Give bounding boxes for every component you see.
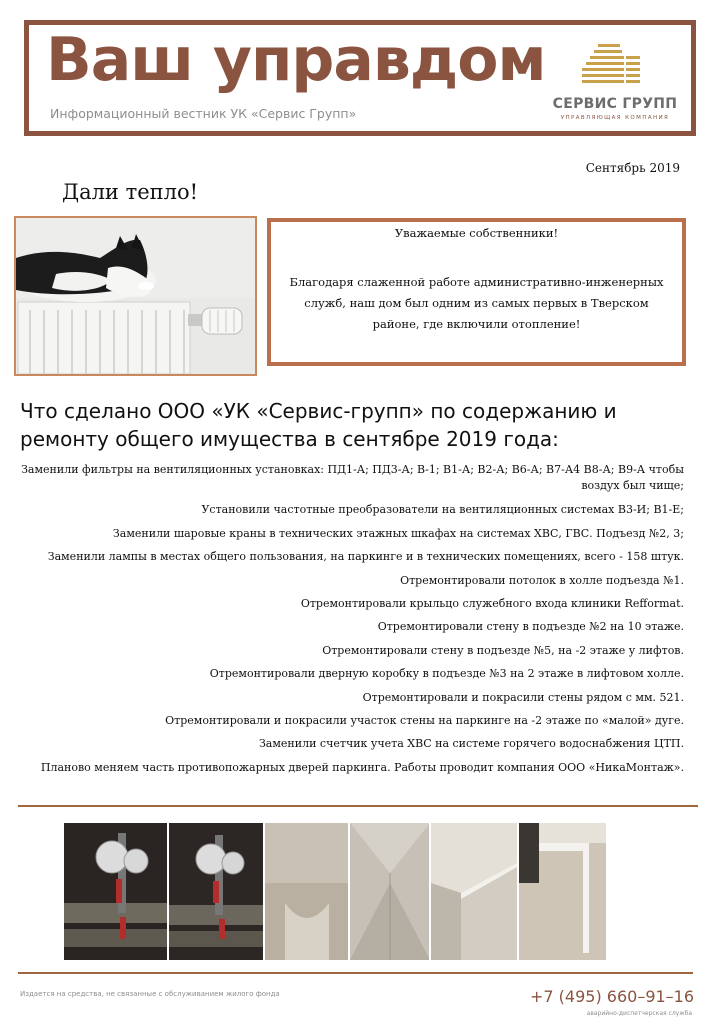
photo-gallery bbox=[64, 823, 606, 960]
work-item: Отремонтировали и покрасили участок стены на паркинге на -2 этаже по «малой» дуге. bbox=[165, 713, 684, 727]
gallery-photo-ceiling-1 bbox=[265, 823, 348, 960]
notice-greeting: Уважаемые собственники! bbox=[394, 226, 559, 240]
gallery-photo-gauges-2 bbox=[169, 823, 262, 960]
work-item: Отремонтировали дверную коробку в подъезде №3 на 2 этаже в лифтовом холле. bbox=[209, 667, 684, 681]
emergency-phone[interactable]: +7 (495) 660–91–16 bbox=[530, 987, 695, 1006]
section-heading: Что сделано ООО «УК «Сервис-групп» по содержанию и ремонту общего имущества в сентябре 2019 года: bbox=[20, 399, 617, 451]
work-item: Отремонтировали стену в подъезде №5, на -2 этаже у лифтов. bbox=[322, 643, 684, 657]
newsletter-title: Ваш управдом bbox=[46, 25, 546, 95]
work-item: Заменили лампы в местах общего пользования, на паркинге и в технических помещениях, всего - 158 штук. bbox=[47, 550, 684, 564]
work-item: Отремонтировали и покрасили стены рядом с мм. 521. bbox=[362, 690, 684, 704]
logo-tagline: УПРАВЛЯЮЩАЯ КОМПАНИЯ bbox=[560, 115, 670, 121]
emergency-service-label: аварийно-диспетчерская служба bbox=[586, 1010, 692, 1017]
work-item: Отремонтировали потолок в холле подъезда №1. bbox=[400, 573, 684, 587]
divider-bottom bbox=[18, 972, 693, 974]
work-item: Планово меняем часть противопожарных дверей паркинга. Работы проводит компания ООО «НикаМонтаж». bbox=[40, 760, 684, 774]
cat-on-radiator-photo bbox=[14, 216, 257, 376]
work-item: Заменили счетчик учета ХВС на системе горячего водоснабжения ЦТП. bbox=[258, 737, 684, 751]
gallery-photo-wall-corner bbox=[431, 823, 516, 960]
building-bars-logo-icon bbox=[580, 42, 644, 90]
work-item: Установили частотные преобразователи на вентиляционных системах В3-И; В1-Е; bbox=[201, 503, 684, 517]
notice-body: Благодаря слаженной работе административно-инженерных служб, наш дом был одним из самых первых в Тверском районе, где включили отопление! bbox=[289, 275, 664, 331]
footer-note: Издается на средства, не связанные с обслуживанием жилого фонда bbox=[20, 990, 280, 998]
gallery-photo-ceiling-2 bbox=[350, 823, 429, 960]
logo-company-name: СЕРВИС ГРУПП bbox=[552, 96, 678, 112]
work-list bbox=[16, 462, 684, 783]
work-item: Заменили фильтры на вентиляционных установках: ПД1-А; ПД3-А; В-1; В1-А; В2-А; В6-А; В7-А4 В8-А; В9-А чтобы воздух был чище; bbox=[21, 463, 684, 492]
work-item: Отремонтировали стену в подъезде №2 на 10 этаже. bbox=[377, 620, 684, 634]
work-item: Отремонтировали крыльцо служебного входа клиники Refformat. bbox=[300, 596, 684, 610]
newsletter-subtitle: Информационный вестник УК «Сервис Групп» bbox=[50, 106, 357, 121]
divider-top bbox=[18, 805, 698, 807]
gallery-photo-gauges-1 bbox=[64, 823, 167, 960]
work-item: Заменили шаровые краны в технических этажных шкафах на системах ХВС, ГВС. Подъезд №2, 3; bbox=[112, 526, 684, 540]
headline: Дали тепло! bbox=[62, 180, 199, 204]
issue-date: Сентябрь 2019 bbox=[585, 161, 680, 175]
gallery-photo-cornice bbox=[519, 823, 606, 960]
